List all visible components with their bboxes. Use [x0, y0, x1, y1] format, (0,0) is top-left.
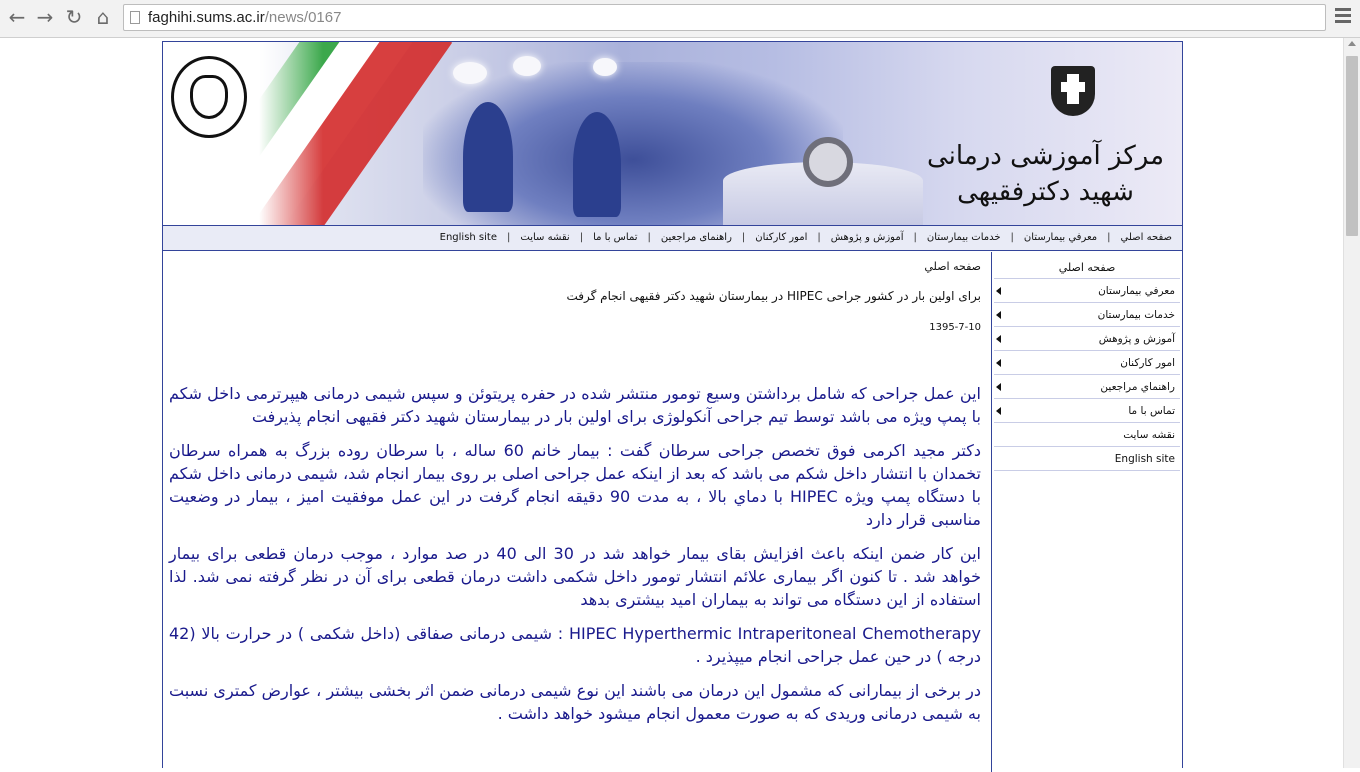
sidebar-home-link[interactable]: صفحه اصلي: [994, 258, 1180, 279]
sidebar-item-label: تماس با ما: [1128, 405, 1175, 417]
scroll-thumb[interactable]: [1346, 56, 1358, 236]
caret-left-icon: [996, 407, 1001, 415]
topnav-about[interactable]: معرفي بيمارستان: [1023, 232, 1098, 243]
sidebar-item-visitors-guide[interactable]: [994, 376, 1180, 399]
topnav-visitors-guide[interactable]: راهنمای مراجعین: [660, 232, 732, 243]
site-title-line1: مرکز آموزشی درمانی: [926, 141, 1164, 171]
scroll-up-icon[interactable]: [1348, 41, 1356, 46]
sidebar-item-about[interactable]: [994, 280, 1180, 303]
caret-left-icon: [996, 287, 1001, 295]
browser-toolbar: [0, 0, 1360, 38]
forward-arrow-icon[interactable]: →: [36, 5, 54, 29]
site-frame: [162, 41, 1183, 768]
url-host: faghihi.sums.ac.ir: [148, 9, 265, 26]
topnav-services[interactable]: خدمات بیمارستان: [926, 232, 1001, 243]
topnav-english[interactable]: English site: [439, 232, 497, 243]
sidebar-item-label: معرفي بيمارستان: [1098, 285, 1175, 297]
body-paragraph: در برخی از بیمارانی که مشمول این درمان می باشند این نوع شیمی درمانی ضمن اثر بخشی بیشتر ، عوارض کمتری نسبت به شیمی درمانی وریدی که به صورت معمول انجام میشود خواهد داشت .: [169, 681, 981, 723]
news-body: [169, 382, 981, 736]
body-paragraph: HIPEC Hyperthermic Intraperitoneal Chemotherapy : شیمی درمانی صفاقی (داخل شکمی ) در حرارت بالا (42 درجه ) در حین عمل جراحی انجام میپذیرد .: [169, 624, 982, 666]
topnav-staff[interactable]: امور کارکنان: [755, 232, 808, 243]
stethoscope-icon: [803, 137, 853, 187]
sidebar-menu: [994, 280, 1180, 472]
topnav-home[interactable]: صفحه اصلي: [1120, 232, 1172, 243]
sidebar-item-label: English site: [1114, 453, 1175, 465]
page-icon: [130, 11, 140, 24]
home-icon[interactable]: ⌂: [96, 5, 110, 29]
body-paragraph: این کار ضمن اینکه باعث افزایش بقای بیمار خواهد شد در 30 الی 40 در صد موارد ، موجب درمان قطعی برای بیمار خواهد شد . تا کنون اگر بیماری علائم انتشار تومور داخل شکمی داشت درمان قطعی برای آن در نظر گرفته نمی شد. لذا استفاده از این دستگاه می تواند به بیماران امید بیشتری بدهد: [169, 544, 981, 609]
reload-icon[interactable]: ↻: [65, 5, 83, 29]
sidebar-item-label: خدمات بيمارستان: [1097, 309, 1175, 321]
sidebar-item-contact[interactable]: [994, 400, 1180, 423]
news-date: 1395-7-10: [929, 322, 981, 333]
sidebar-item-label: امور کارکنان: [1120, 357, 1175, 369]
right-sidebar: [991, 252, 1181, 772]
body-paragraph: این عمل جراحی که شامل برداشتن وسیع تومور منتشر شده در حفره پریتوئن و سپس شیمی درمانی هیپرترمی داخل شکم با پمپ ویژه می باشد توسط تیم جراحی آنکولوژی برای اولین بار در بیمارستان شهید دکتر فقیهی انجام پذیرفت: [169, 384, 981, 426]
body-paragraph: دکتر مجید اکرمی فوق تخصص جراحی سرطان گفت : بیمار خانم 60 ساله ، با سرطان روده بزرگ به همراه سرطان تخمدان با انتشار داخل شکم می باشد که بعد از اینکه عمل جراحی اصلی بر روی بیمار انجام شد، شیمی درمانی داخل شکم با دستگاه پمپ ویژه HIPEC با دماي بالا ، به مدت 90 دقیقه انجام گرفت در این عمل موفقیت امیز ، بیمار در وضعیت مناسبی قرار دارد: [169, 441, 982, 529]
sidebar-item-education[interactable]: [994, 328, 1180, 351]
sidebar-item-label: راهنماي مراجعين: [1100, 381, 1175, 393]
sidebar-item-staff[interactable]: [994, 352, 1180, 375]
top-nav-items: صفحه اصلي|معرفي بيمارستان|خدمات بیمارستان|آموزش و پژوهش|امور کارکنان|راهنمای مراجعین|تماس با ما|نقشه سایت|English site: [439, 232, 1172, 243]
breadcrumb[interactable]: صفحه اصلي: [924, 260, 981, 273]
university-seal-icon: [171, 56, 247, 138]
header-banner: [163, 42, 1182, 225]
back-arrow-icon[interactable]: ←: [8, 5, 26, 29]
url-path: /news/0167: [264, 9, 342, 26]
address-bar[interactable]: [123, 4, 1326, 31]
site-title-line2: شهید دکترفقیهی: [957, 177, 1134, 207]
sidebar-item-label: آموزش و پژوهش: [1098, 333, 1175, 345]
caret-left-icon: [996, 359, 1001, 367]
top-navigation: [163, 225, 1182, 251]
sidebar-item-sitemap[interactable]: [994, 424, 1180, 447]
hospital-logo-icon: [1043, 56, 1103, 132]
caret-left-icon: [996, 383, 1001, 391]
topnav-contact[interactable]: تماس با ما: [593, 232, 638, 243]
page-scrollbar[interactable]: [1343, 38, 1360, 768]
news-title: برای اولین بار در کشور جراحی HIPEC در بیمارستان شهید دکتر فقیهی انجام گرفت: [566, 289, 981, 303]
sidebar-item-label: نقشه سايت: [1123, 429, 1175, 441]
topnav-education[interactable]: آموزش و پژوهش: [830, 232, 904, 243]
sidebar-item-english[interactable]: [994, 448, 1180, 471]
url-text: [148, 9, 341, 26]
browser-menu-icon[interactable]: [1335, 8, 1351, 26]
caret-left-icon: [996, 311, 1001, 319]
topnav-sitemap[interactable]: نقشه سایت: [520, 232, 570, 243]
caret-left-icon: [996, 335, 1001, 343]
sidebar-item-services[interactable]: [994, 304, 1180, 327]
site-title: [927, 138, 1164, 210]
